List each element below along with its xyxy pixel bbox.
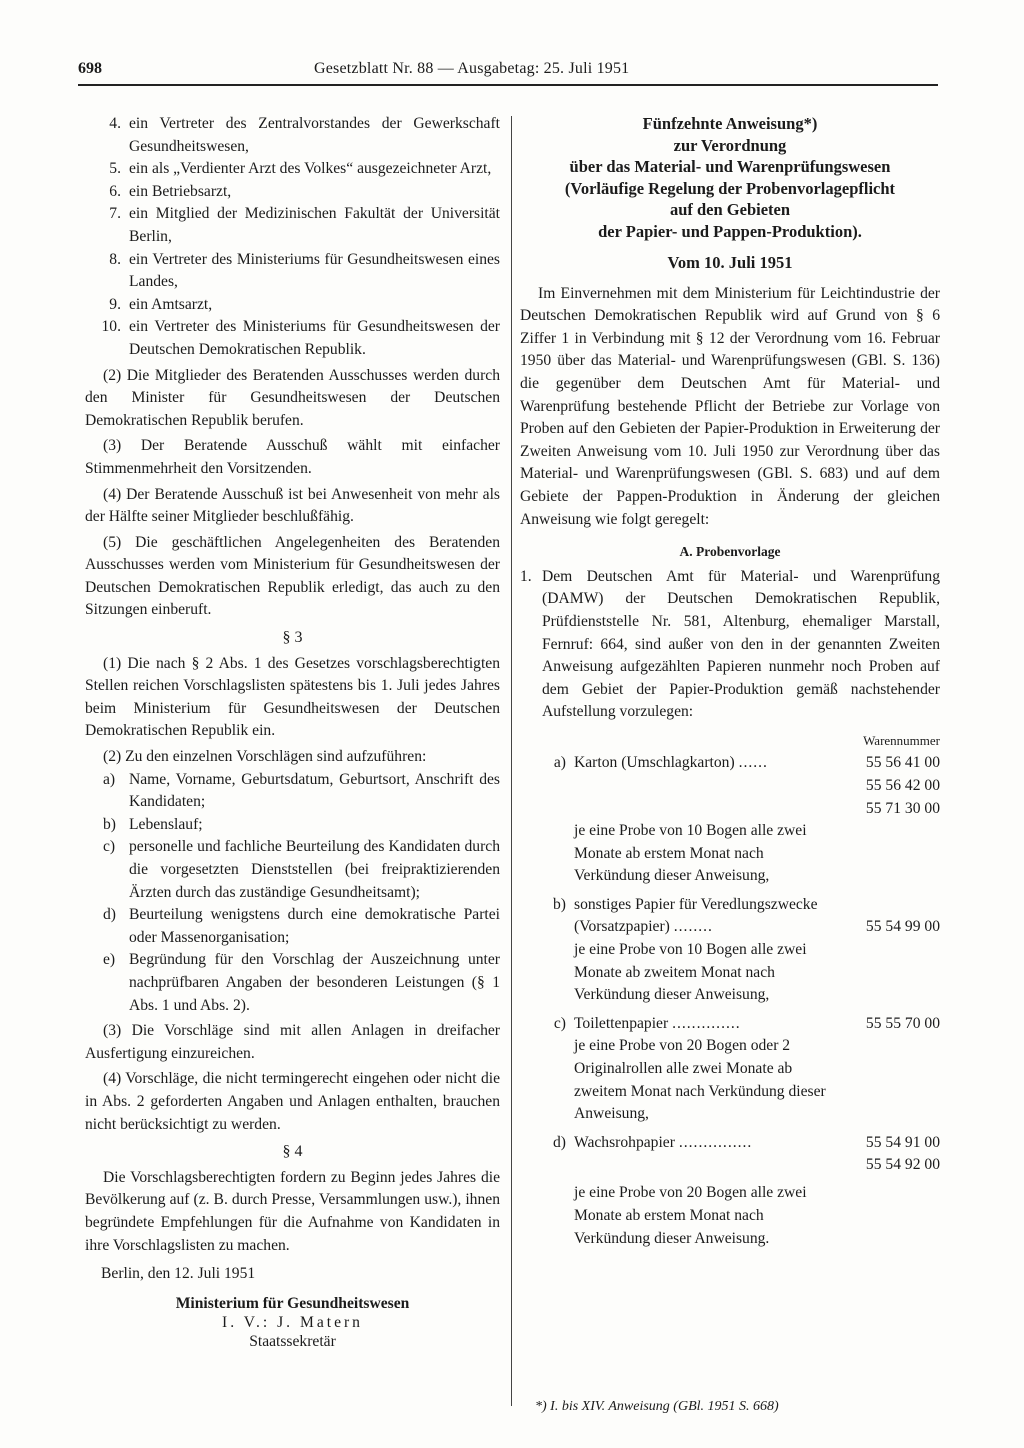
signature-title: Staatssekretär (249, 1332, 336, 1350)
warennummer-codes: 55 54 99 00 (865, 917, 940, 935)
page-number: 698 (78, 60, 102, 77)
page-header (78, 58, 938, 86)
signature-ministry: Ministerium für Gesundheitswesen (175, 1294, 410, 1312)
paragraph-3-2: (2) Zu den einzelnen Vorschlägen sind aufzuführen: (103, 748, 427, 766)
paragraph-2-4: (4) Der Beratende Ausschuß ist bei Anwesenheit von mehr als der Hälfte seiner Mitglieder beschlußfähig. (85, 485, 500, 526)
signature-block (85, 1294, 500, 1351)
warennummer-codes: 55 54 91 00 55 54 92 00 (865, 1133, 940, 1174)
entry-b: b) sonstiges Papier für Veredlungszwecke (Vorsatzpapier) ........ 55 54 99 00 je eine Probe von 10 Bogen alle zwei Monate ab zweitem Monat nach Verkündung dieser Anweisung, (553, 895, 940, 1004)
list-item: d) Beurteilung wenigstens durch eine demokratische Partei oder Massenorganisation; (103, 906, 500, 946)
paragraph-3-4: (4) Vorschläge, die nicht termingerecht eingehen oder nicht die in Abs. 2 geforderten Angaben und Anlagen enthalten, brauchen nicht berücksichtigt zu werden. (85, 1070, 500, 1133)
warennummer-codes: 55 55 70 00 (865, 1014, 940, 1032)
subheading-probenvorlage: A. Probenvorlage (679, 544, 781, 560)
intro-paragraph: Im Einvernehmen mit dem Ministerium für Leichtindustrie der Deutschen Demokratischen Republik wird auf Grund von § 6 Ziffer 1 in Verbindung mit § 12 der Verordnung vom 16. Februar 1950 über das Material- und Warenprüfungswesen (GBl. S. 136) die gegenüber dem Deutschen Amt für Material- und Warenprüfung bestehende Pflicht der Betriebe zur Vorlage von Proben auf den Gebieten der Papier-Produktion in Erweiterung der Zweiten Anweisung vom 10. Juli 1950 zur Verordnung über das Material- und Warenprüfungswesen (GBl. S. 683) und auf dem Gebiete der Pappen-Produktion in Änderung der gleichen Anweisung wie folgt geregelt: (520, 284, 940, 528)
requirements-list (85, 769, 500, 1018)
list-item: 10. ein Vertreter des Ministeriums für Gesundheitswesen der Deutschen Demokratischen Republik. (101, 318, 500, 358)
entry-d: d) Wachsrohpapier ............... 55 54 91 00 55 54 92 00 je eine Probe von 20 Bogen alle zwei Monate ab erstem Monat nach Verkündung dieser Anweisung. (553, 1133, 940, 1247)
signature-name: I. V.: J. Matern (222, 1313, 363, 1331)
point-1: 1. Dem Deutschen Amt für Material- und Warenprüfung (DAMW) der Deutschen Demokratischen Republik, Prüfdienststelle Nr. 581, Altenburg, ehemaliger Marstall, Fernruf: 664, sind außer von den in der genannten Zweiten Anweisung aufgezählten Papieren nunmehr noch Proben auf dem Gebiet der Papier-Produktion gemäß nachstehender Aufstellung vorzulegen: (520, 567, 940, 721)
warennummer-codes: 55 56 41 00 55 56 42 00 55 71 30 00 (865, 754, 940, 817)
left-column (85, 113, 500, 1351)
list-item: 9. ein Amtsarzt, (109, 295, 213, 313)
document-title: Fünfzehnte Anweisung*) zur Verordnung über das Material- und Warenprüfungswesen (Vorläufige Regelung der Probenvorlagepflicht auf den Gebieten der Papier- und Pappen-Produktion). (564, 114, 896, 241)
section-4-heading: § 4 (282, 1143, 303, 1161)
paragraph-4: Die Vorschlagsberechtigten fordern zu Beginn jedes Jahres die Bevölkerung auf (z. B. durch Presse, Versammlungen usw.), ihnen begründete Empfehlungen für die Aufnahme von Kandidaten in ihre Vorschlagslisten zu machen. (85, 1168, 500, 1254)
document-date: Vom 10. Juli 1951 (667, 253, 793, 272)
list-item: 7. ein Mitglied der Medizinischen Fakultät der Universität Berlin, (109, 205, 500, 245)
paragraph-2-2: (2) Die Mitglieder des Beratenden Ausschusses werden durch den Minister für Gesundheitswesen der Deutschen Demokratischen Republik berufen. (85, 366, 500, 429)
list-item: e) Begründung für den Vorschlag der Auszeichnung unter nachprüfbaren Angaben der besonderen Leistungen (§ 1 Abs. 1 und Abs. 2). (103, 951, 500, 1014)
list-item: c) personelle und fachliche Beurteilung des Kandidaten durch die vorgesetzten Dienststellen (bei freipraktizierenden Ärzten durch das zuständige Gesundheitsamt); (103, 838, 500, 901)
paragraph-3-3: (3) Die Vorschläge sind mit allen Anlagen in dreifacher Ausfertigung einzureichen. (85, 1022, 500, 1062)
place-and-date: Berlin, den 12. Juli 1951 (101, 1265, 256, 1283)
column-divider (511, 116, 512, 1406)
list-item: 4. ein Vertreter des Zentralvorstandes der Gewerkschaft Gesundheitswesen, (109, 115, 500, 155)
section-3-heading: § 3 (282, 629, 303, 647)
footnote: *) I. bis XIV. Anweisung (GBl. 1951 S. 668) (535, 1399, 779, 1414)
entry-c: c) Toilettenpapier .............. 55 55 70 00 je eine Probe von 20 Bogen oder 2 Originalrollen alle zwei Monate ab zweitem Monat nach Verkündung dieser Anweisung, (553, 1014, 940, 1123)
paragraph-3-1: (1) Die nach § 2 Abs. 1 des Gesetzes vorschlagsberechtigten Stellen reichen Vorschlagslisten spätestens bis 1. Juli jedes Jahres beim Ministerium für Gesundheitswesen der Deutschen Demokratischen Republik ein. (85, 654, 500, 740)
list-item: 8. ein Vertreter des Ministeriums für Gesundheitswesen eines Landes, (109, 250, 500, 291)
warennummer-column-header: Warennummer (863, 732, 940, 748)
list-item: a) Name, Vorname, Geburtsdatum, Geburtsort, Anschrift des Kandidaten; (103, 770, 500, 811)
member-list (85, 113, 500, 362)
running-title: Gesetzblatt Nr. 88 — Ausgabetag: 25. Juli 1951 (314, 60, 630, 77)
list-item: b) Lebenslauf; (103, 815, 203, 833)
list-item: 5. ein als „Verdienter Arzt des Volkes“ ausgezeichneter Arzt, (109, 160, 492, 178)
right-column (520, 113, 940, 1250)
list-item: 6. ein Betriebsarzt, (109, 182, 232, 200)
entry-a: a) Karton (Umschlagkarton) ...... 55 56 41 00 55 56 42 00 55 71 30 00 je eine Probe von 10 Bogen alle zwei Monate ab erstem Monat nach Verkündung dieser Anweisung, (553, 754, 940, 885)
paragraph-2-3: (3) Der Beratende Ausschuß wählt mit einfacher Stimmenmehrheit den Vorsitzenden. (85, 437, 500, 477)
paragraph-2-5: (5) Die geschäftlichen Angelegenheiten des Beratenden Ausschusses werden vom Ministerium für Gesundheitswesen der Deutschen Demokratischen Republik erledigt, das auch zu den Sitzungen einberuft. (85, 533, 500, 619)
